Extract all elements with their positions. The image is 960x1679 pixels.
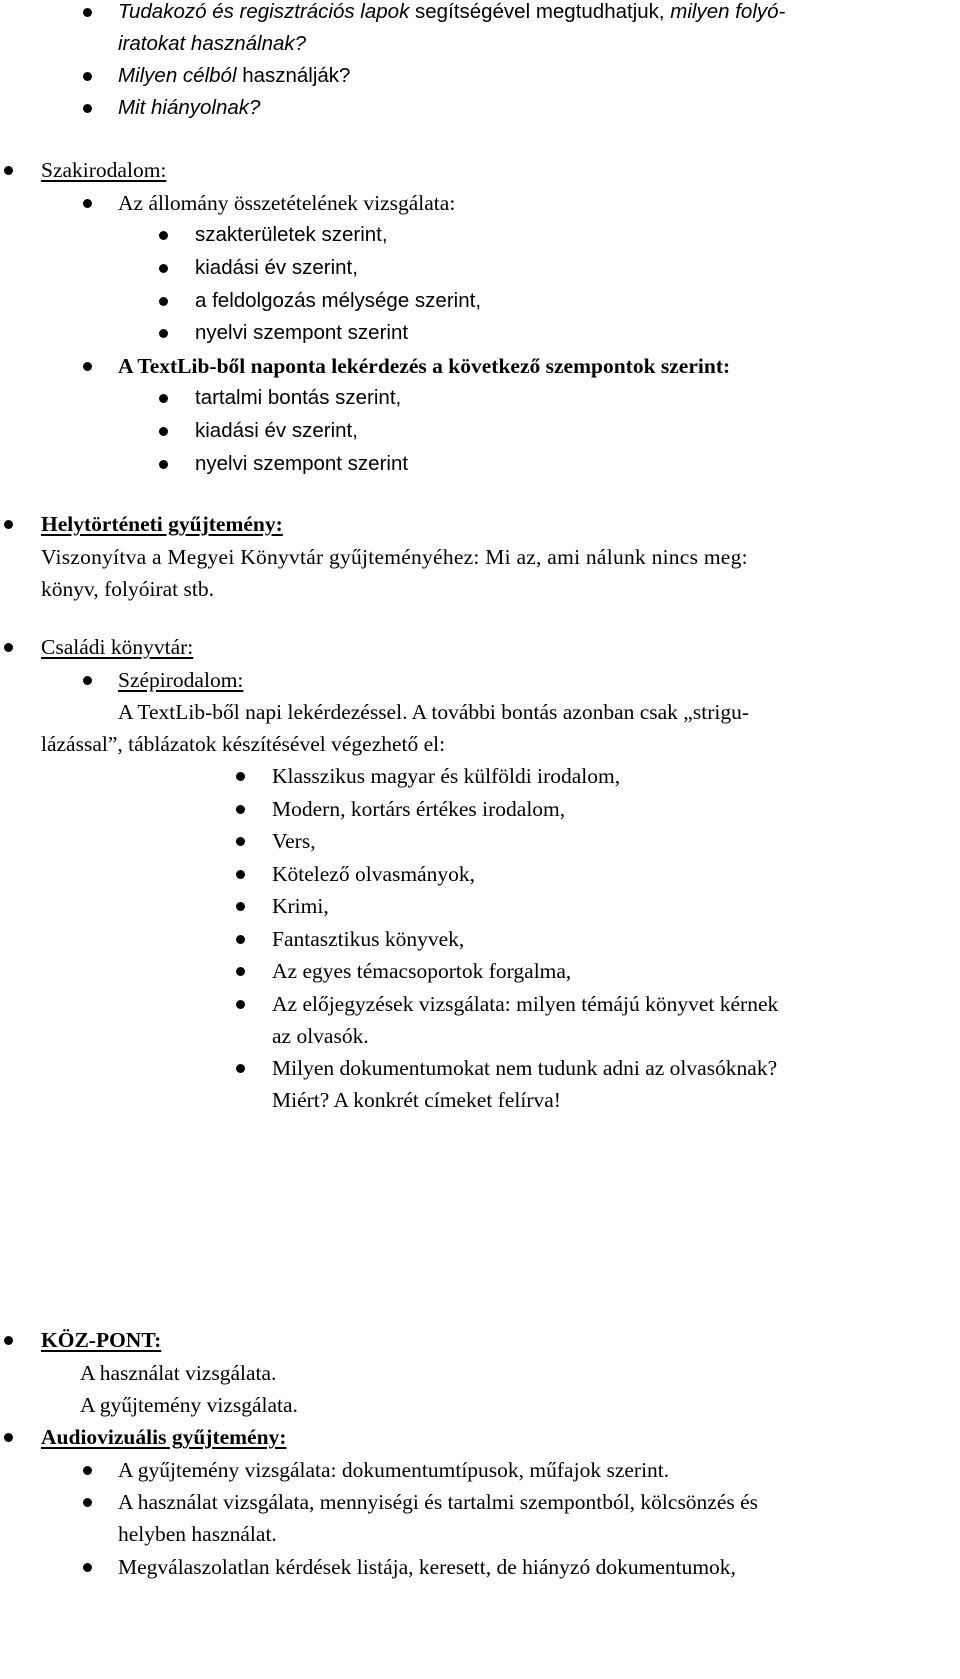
paragraph-line: könyv, folyóirat stb. (41, 577, 214, 601)
list-item: Az egyes témacsoportok forgalma, (272, 959, 572, 983)
sub-list-item: a feldolgozás mélysége szerint, (195, 289, 482, 312)
list-item-continuation: az olvasók. (272, 1024, 369, 1048)
list-item-continuation: iratokat használnak? (118, 32, 307, 55)
bullet-icon (83, 1563, 92, 1572)
bullet-icon (4, 166, 13, 175)
sub-heading-szepirodalom: Szépirodalom: (118, 668, 244, 692)
list-item: Az előjegyzések vizsgálata: milyen témájú könyvet kérnek (272, 992, 779, 1016)
section-heading-szakirodalom: Szakirodalom: (41, 158, 167, 182)
bullet-icon (83, 104, 92, 113)
list-item: Klasszikus magyar és külföldi irodalom, (272, 764, 621, 788)
bullet-icon (83, 8, 92, 17)
bullet-icon (236, 772, 245, 781)
paragraph-line: lázással”, táblázatok készítésével végezhető el: (41, 732, 446, 756)
bullet-icon (83, 1466, 92, 1475)
bullet-icon (159, 264, 168, 273)
list-item-bold: A TextLib-ből naponta lekérdezés a következő szempontok szerint: (118, 354, 731, 378)
bullet-icon (236, 935, 245, 944)
bullet-icon (83, 362, 92, 371)
list-item: Milyen dokumentumokat nem tudunk adni az olvasóknak? (272, 1056, 778, 1080)
bullet-icon (159, 460, 168, 469)
list-item-continuation: helyben használat. (118, 1522, 277, 1546)
list-item: Az állomány összetételének vizsgálata: (118, 191, 456, 215)
list-item: Kötelező olvasmányok, (272, 862, 476, 886)
bullet-icon (236, 870, 245, 879)
bullet-icon (236, 837, 245, 846)
bullet-icon (236, 1064, 245, 1073)
list-item: Megválaszolatlan kérdések listája, keresett, de hiányzó dokumentumok, (118, 1555, 736, 1579)
bullet-icon (83, 72, 92, 81)
sub-list-item: kiadási év szerint, (195, 256, 358, 279)
sub-list-item: tartalmi bontás szerint, (195, 386, 402, 409)
list-item: Modern, kortárs értékes irodalom, (272, 797, 566, 821)
paragraph-line: A TextLib-ből napi lekérdezéssel. A további bontás azonban csak „strigu- (118, 700, 749, 724)
bullet-icon (236, 902, 245, 911)
bullet-icon (83, 1498, 92, 1507)
bullet-icon (159, 427, 168, 436)
bullet-icon (4, 1433, 13, 1442)
bullet-icon (159, 329, 168, 338)
list-item: Krimi, (272, 894, 329, 918)
list-item: A használat vizsgálata, mennyiségi és tartalmi szempontból, kölcsönzés és (118, 1490, 759, 1514)
list-item: Vers, (272, 829, 316, 853)
paragraph-line: Viszonyítva a Megyei Könyvtár gyűjteményéhez: Mi az, ami nálunk nincs meg: (41, 545, 748, 569)
bullet-icon (159, 297, 168, 306)
section-heading-helytorteneti: Helytörténeti gyűjtemény: (41, 512, 283, 536)
bullet-icon (4, 520, 13, 529)
bullet-icon (4, 643, 13, 652)
sub-list-item: szakterületek szerint, (195, 223, 388, 246)
list-item: Mit hiányolnak? (118, 96, 261, 119)
bullet-icon (83, 676, 92, 685)
sub-list-item: nyelvi szempont szerint (195, 321, 409, 344)
list-item: Fantasztikus könyvek, (272, 927, 465, 951)
list-item-continuation: Miért? A konkrét címeket felírva! (272, 1088, 561, 1112)
sub-list-item: kiadási év szerint, (195, 419, 358, 442)
list-item: A gyűjtemény vizsgálata: dokumentumtípusok, műfajok szerint. (118, 1458, 670, 1482)
section-heading-kozpont: KÖZ-PONT: (41, 1328, 162, 1352)
paragraph-line: A gyűjtemény vizsgálata. (80, 1393, 298, 1417)
sub-list-item: nyelvi szempont szerint (195, 452, 409, 475)
bullet-icon (159, 394, 168, 403)
bullet-icon (236, 1000, 245, 1009)
list-item: Tudakozó és regisztrációs lapok segítségével megtudhatjuk, milyen folyó- (118, 0, 786, 23)
section-heading-audiovizualis: Audiovizuális gyűjtemény: (41, 1425, 287, 1449)
bullet-icon (83, 199, 92, 208)
bullet-icon (236, 967, 245, 976)
list-item: Milyen célból használják? (118, 64, 351, 87)
bullet-icon (4, 1336, 13, 1345)
paragraph-line: A használat vizsgálata. (80, 1361, 277, 1385)
section-heading-csaladi: Családi könyvtár: (41, 635, 194, 659)
bullet-icon (159, 231, 168, 240)
bullet-icon (236, 805, 245, 814)
